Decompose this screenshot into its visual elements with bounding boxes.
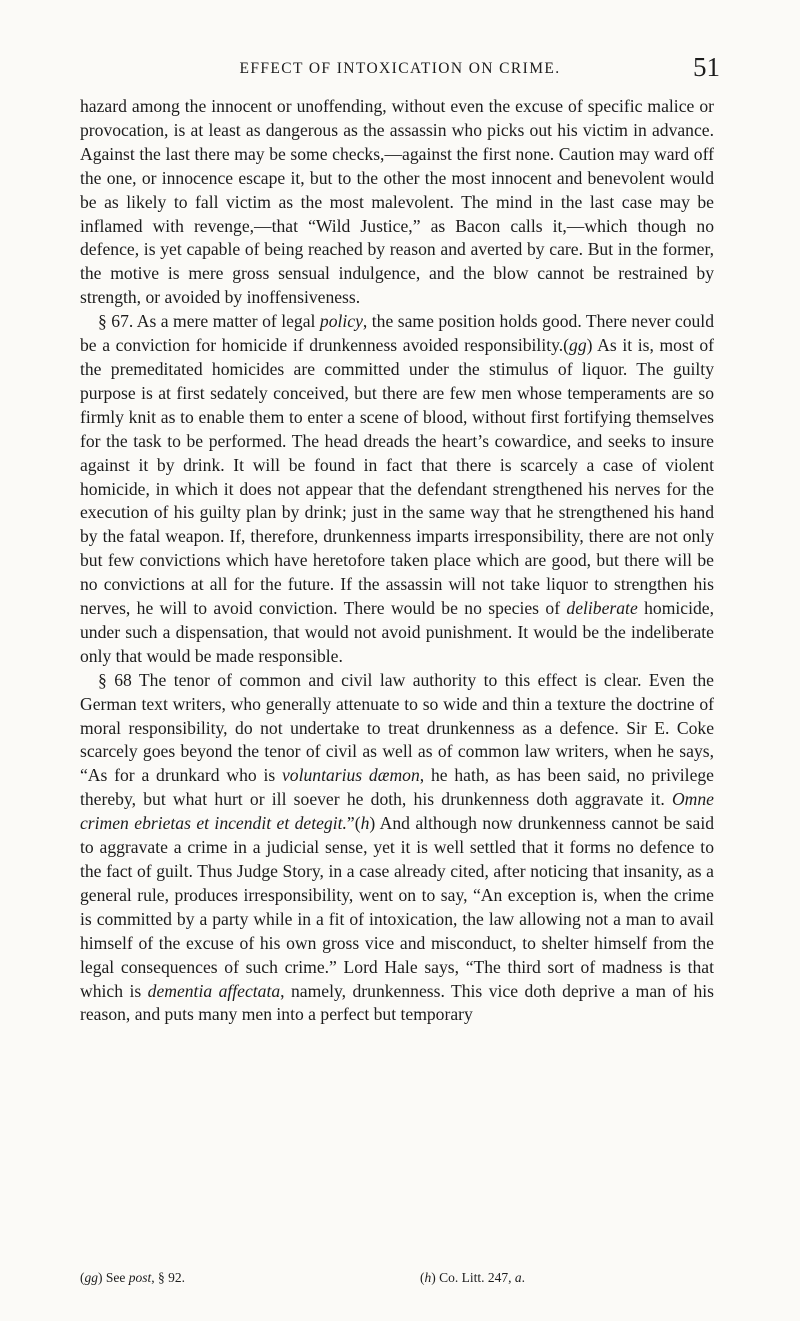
text-run: ”( bbox=[346, 813, 361, 834]
footnote-ref: a bbox=[514, 1270, 522, 1285]
text-run: homicide, under such a dispensation, that would not avoid punishment. It would be the indeliberate only that would be made responsible. bbox=[80, 598, 714, 666]
footnote-text: See bbox=[105, 1270, 129, 1285]
paragraph bbox=[80, 95, 714, 310]
text-run: , he hath, as has been said, no privilege thereby, but what hurt or ill soever he doth, his drunkenness doth aggravate it. bbox=[80, 765, 714, 810]
footnote-paren: ) bbox=[431, 1270, 440, 1285]
text-run: § 68 The tenor of common and civil law authority to this effect is clear. Even the German text writers, who generally attenuate to so wide and thin a texture the doctrine of moral responsibility, do not undertake to treat drunkenness as a defence. Sir E. Coke scarcely goes beyond the tenor of civil as well as of common law writers, when he says, “As for a drunkard who is bbox=[80, 669, 714, 786]
running-title: EFFECT OF INTOXICATION ON CRIME. bbox=[239, 60, 561, 77]
text-run: , namely, drunkenness. This vice doth deprive a man of his reason, and puts many men into a perfect but temporary bbox=[80, 980, 715, 1025]
paragraph bbox=[80, 310, 714, 669]
text-run: ) And although now drunkenness cannot be said to aggravate a crime in a judicial sense, yet it is well settled that it forms no defence to the fact of guilt. Thus Judge Story, in a case already cited, after noticing that insanity, as a general rule, produces irresponsibility, went on to say, “An exception is, when the crime is committed by a party while in a fit of intoxication, the law allowing not a man to avail himself of the excuse of his own gross vice and misconduct, to shelter himself from the legal consequences of such crime.” Lord Hale says, “The third sort of madness is that which is bbox=[80, 813, 715, 1001]
body-text bbox=[80, 95, 714, 1027]
text-run: hazard among the innocent or unoffending, without even the excuse of specific malice or provocation, is at least as dangerous as the assassin who picks out his victim in advance. Against the last there may be some checks,—against the first none. Caution may ward off the one, or innocence escape it, but to the other the most innocent and benevolent would be as likely to fall victim as the most malevolent. The mind in the last case may be inflamed with revenge,—that “Wild Justice,” as Bacon calls it,—which though no defence, is yet capable of being reached by reason and averted by care. But in the former, the motive is mere gross sensual indulgence, and the blow cannot be restrained by strength, or avoided by inoffensiveness. bbox=[80, 96, 714, 308]
footnote-paren: ( bbox=[420, 1270, 425, 1285]
text-run: , the same position holds good. There never could be a conviction for homicide if drunkenness avoided responsibility.( bbox=[80, 311, 714, 356]
italic-text: h bbox=[360, 813, 370, 834]
footnote-ref: post bbox=[128, 1270, 152, 1285]
footnote bbox=[80, 1270, 185, 1286]
italic-text: deliberate bbox=[566, 598, 638, 619]
italic-text: dementia affectata bbox=[147, 980, 281, 1001]
footnote-marker: gg bbox=[84, 1270, 98, 1285]
footnote-paren: ) bbox=[98, 1270, 106, 1285]
italic-text: voluntarius dæmon bbox=[281, 765, 420, 786]
footnote-paren: ( bbox=[80, 1270, 85, 1285]
footnote-marker: h bbox=[424, 1270, 432, 1285]
paragraph bbox=[80, 669, 714, 1028]
footnote-text: . bbox=[521, 1270, 526, 1285]
italic-text: policy bbox=[319, 311, 363, 332]
text-run: ) As it is, most of the premeditated homicides are committed under the stimulus of liquor. The guilty purpose is at first sedately conceived, but there are few men whose temperaments are so firmly knit as to enable them to enter a scene of blood, without first fortifying themselves for the task to be performed. The head dreads the heart’s cowardice, and seeks to insure against it by drink. It will be found in fact that there is scarcely a case of violent homicide, in which it does not appear that the defendant strengthened his nerves for the execution of his guilty plan by drink; just in the same way that he strengthened his hand by the fatal weapon. If, therefore, drunkenness imparts irresponsibility, there are not only but few convictions which have heretofore taken place which are good, but there will be no convictions at all for the future. If the assassin will not take liquor to strengthen his nerves, he will to avoid conviction. There would be no species of bbox=[80, 335, 714, 619]
running-head bbox=[80, 52, 720, 82]
page-number: 51 bbox=[693, 52, 720, 82]
footnote bbox=[420, 1270, 525, 1286]
text-run: § 67. As a mere matter of legal bbox=[98, 311, 320, 332]
footnote-text: , § 92. bbox=[151, 1270, 186, 1285]
italic-text: Omne crimen ebrietas et incendit et detegit. bbox=[80, 789, 714, 834]
footnote-text: Co. Litt. 247, bbox=[439, 1270, 515, 1285]
italic-text: gg bbox=[569, 335, 587, 356]
